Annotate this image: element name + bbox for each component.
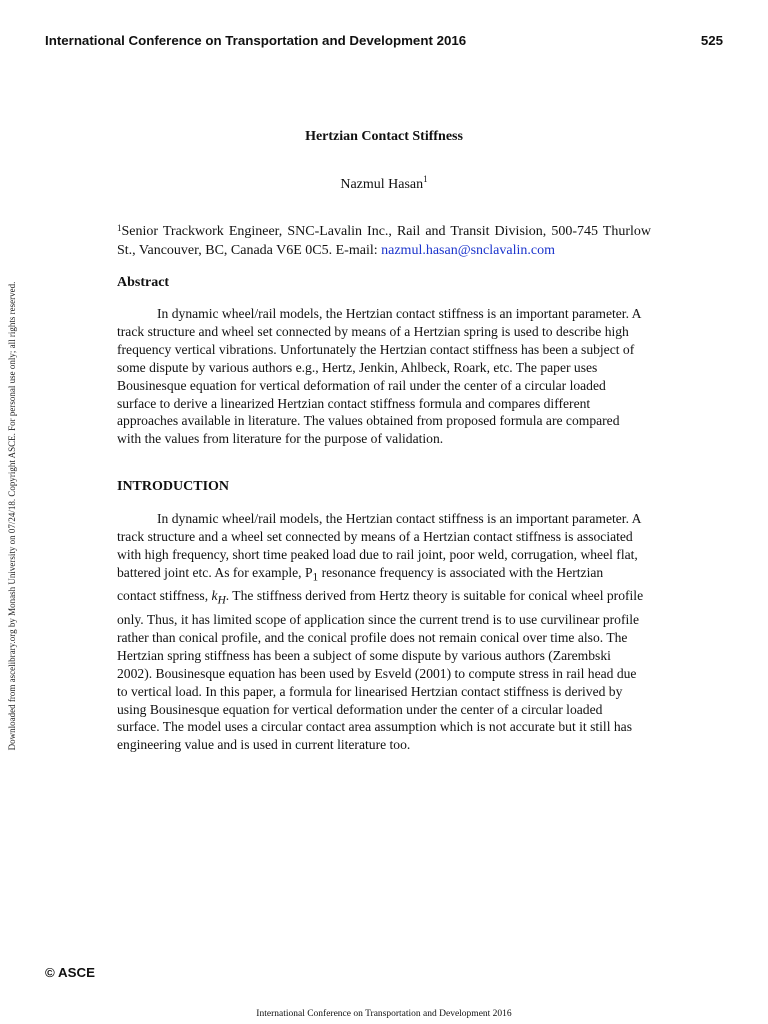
author-superscript: 1 xyxy=(423,174,428,184)
paper-title: Hertzian Contact Stiffness xyxy=(305,129,463,144)
introduction-body xyxy=(117,510,645,754)
author-line xyxy=(0,174,768,193)
copyright-mark: © ASCE xyxy=(45,965,95,980)
intro-text-3: . The stiffness derived from Hertz theory is suitable for conical wheel profile only. Thus, it has limited scope of application since the current trend is to use curvilinear profile rather than conical profile, and the conical profile does not remain conical over time also. The Hertzian spring stiffness has been a subject of some dispute by various authors (Zarembski 2002). Bousinesque equation has been used by Esveld (2001) to compute stress in rail head due to vertical load. In this paper, a formula for linearised Hertzian contact stiffness is derived by using Bousinesque equation for vertical deformation under the center of a circular loaded surface. The model uses a circular contact area assumption which is not accurate but it still has engineering value and is used in current literature too. xyxy=(117,588,644,753)
abstract-body: In dynamic wheel/rail models, the Hertzian contact stiffness is an important parameter. A track structure and wheel set connected by means of a Hertzian spring is used to describe high frequency vertical vibrations. Unfortunately the Hertzian contact stiffness has been a subject of some dispute by various authors e.g., Hertz, Jenkin, Ahlbeck, Roark, etc. The paper uses Bousinesque equation for vertical deformation of rail under the center of a circular loaded surface to derive a linearized Hertzian contact stiffness formula and compares different approaches available in literature. The values obtained from proposed formula are compared with the values from literature for the purpose of validation. xyxy=(117,306,641,447)
affiliation-text: Senior Trackwork Engineer, SNC-Lavalin Inc., Rail and Transit Division, 500-745 Thurlow St., Vancouver, BC, Canada V6E 0C5. E-mail: xyxy=(117,224,651,258)
abstract-heading: Abstract xyxy=(117,275,170,290)
intro-text-2: resonance frequency is associated with the Hertzian contact stiffness, xyxy=(117,564,604,604)
conference-name: International Conference on Transportation and Development 2016 xyxy=(45,33,467,48)
kh-symbol: $k_H$ xyxy=(211,588,226,608)
running-header xyxy=(45,33,723,48)
page-number: 525 xyxy=(700,33,723,48)
author-name: Nazmul Hasan xyxy=(340,177,424,192)
p-subscript: 1 xyxy=(312,571,319,584)
affiliation-superscript: 1 xyxy=(117,223,122,233)
intro-text-1: In dynamic wheel/rail models, the Hertzian contact stiffness is an important parameter. A track structure and a wheel set connected by means of a Hertzian contact stiffness is associated with high frequency, short time peaked load due to rail joint, poor weld, corrugation, wheel flat, battered joint etc. As for example, P xyxy=(117,511,641,580)
introduction-heading: INTRODUCTION xyxy=(117,479,230,494)
email-link[interactable]: nazmul.hasan@snclavalin.com xyxy=(381,243,555,258)
affiliation xyxy=(117,222,651,260)
download-notice: Downloaded from ascelibrary.org by Monash University on 07/24/18. Copyright ASCE. For personal use only; all rights reserved. xyxy=(7,281,17,751)
page-footer: International Conference on Transportation and Development 2016 xyxy=(256,1009,512,1019)
